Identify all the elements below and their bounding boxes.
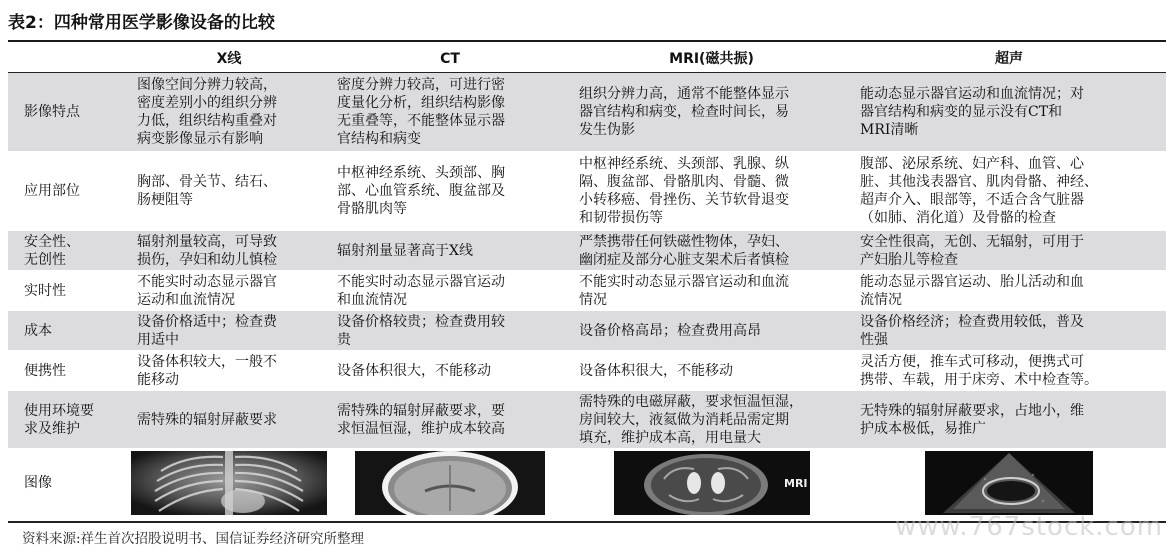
table-cell: 密度分辨力较高，可进行密 度量化分析，组织结构影像 无重叠等，不能整体显示器 官结构和病变 [329, 73, 571, 152]
comparison-table [8, 46, 1166, 517]
table-cell: 设备价格高昂；检查费用高昂 [571, 311, 852, 351]
column-header-ultrasound: 超声 [852, 46, 1166, 73]
table-cell: 需特殊的辐射屏蔽要求，要 求恒温恒湿，维护成本较高 [329, 391, 571, 449]
table-cell: 能动态显示器官运动、胎儿活动和血 流情况 [852, 271, 1166, 311]
table-cell: 无特殊的辐射屏蔽要求，占地小，维 护成本极低，易推广 [852, 391, 1166, 449]
row-label: 实时性 [8, 271, 129, 311]
table-cell: 设备价格经济；检查费用较低，普及 性强 [852, 311, 1166, 351]
ultrasound-image-cell [852, 449, 1166, 517]
table-cell: 需特殊的辐射屏蔽要求 [129, 391, 329, 449]
row-label: 便携性 [8, 351, 129, 391]
table-cell: 不能实时动态显示器官 运动和血流情况 [129, 271, 329, 311]
xray-image-cell [129, 449, 329, 517]
table-row [8, 391, 1166, 449]
table-cell: 中枢神经系统、头颈部、乳腺、纵 隔、腹盆部、骨骼肌肉、骨髓、微 小转移癌、骨挫伤、关节软骨退变 和韧带损伤等 [571, 152, 852, 231]
column-header-ct: CT [329, 46, 571, 73]
table-cell: 设备价格适中；检查费 用适中 [129, 311, 329, 351]
table-cell: 设备体积较大，一般不 能移动 [129, 351, 329, 391]
column-header-xray: X线 [129, 46, 329, 73]
column-header-mri: MRI(磁共振) [571, 46, 852, 73]
row-label: 使用环境要 求及维护 [8, 391, 129, 449]
table-cell: 中枢神经系统、头颈部、胸 部、心血管系统、腹盆部及 骨骼肌肉等 [329, 152, 571, 231]
table-cell: 胸部、骨关节、结石、 肠梗阻等 [129, 152, 329, 231]
watermark: www.767stock.com [895, 512, 1164, 542]
table-cell: 灵活方便，推车式可移动，便携式可 携带、车载，用于床旁、术中检查等。 [852, 351, 1166, 391]
row-label: 安全性、 无创性 [8, 231, 129, 271]
table-cell: 需特殊的电磁屏蔽，要求恒温恒湿， 房间较大，液氦做为消耗品需定期 填充，维护成本高，用电量大 [571, 391, 852, 449]
table-cell: 设备体积很大，不能移动 [329, 351, 571, 391]
table-row [8, 351, 1166, 391]
mri-image-cell [571, 449, 852, 517]
table-cell: 严禁携带任何铁磁性物体，孕妇、 幽闭症及部分心脏支架术后者慎检 [571, 231, 852, 271]
table-cell: 能动态显示器官运动和血流情况；对 器官结构和病变的显示没有CT和 MRI清晰 [852, 73, 1166, 152]
table-cell: 设备价格较贵；检查费用较 贵 [329, 311, 571, 351]
ct-image-cell [329, 449, 571, 517]
table-row [8, 73, 1166, 152]
table-cell: 辐射剂量较高，可导致 损伤，孕妇和幼儿慎检 [129, 231, 329, 271]
table-row [8, 271, 1166, 311]
row-label: 图像 [8, 449, 129, 517]
mri-image-label: MRI [783, 476, 808, 490]
table-cell: 不能实时动态显示器官运动 和血流情况 [329, 271, 571, 311]
table-cell: 不能实时动态显示器官运动和血流 情况 [571, 271, 852, 311]
table-cell: 安全性很高，无创、无辐射，可用于 产妇胎儿等检查 [852, 231, 1166, 271]
table-cell: 辐射剂量显著高于X线 [329, 231, 571, 271]
row-label: 成本 [8, 311, 129, 351]
row-label: 影像特点 [8, 73, 129, 152]
xray-image [131, 451, 327, 515]
row-label: 应用部位 [8, 152, 129, 231]
header-row [8, 46, 1166, 73]
title-rule [8, 40, 1166, 42]
ultrasound-image [925, 451, 1093, 515]
mri-image [614, 451, 810, 515]
table-cell: 组织分辨力高，通常不能整体显示 器官结构和病变，检查时间长，易 发生伪影 [571, 73, 852, 152]
ct-image [355, 451, 545, 515]
table-cell: 设备体积很大，不能移动 [571, 351, 852, 391]
table-title: 表2：四种常用医学影像设备的比较 [8, 13, 275, 33]
table-row [8, 152, 1166, 231]
header-corner [8, 46, 129, 73]
source-note: 资料来源:祥生首次招股说明书、国信证券经济研究所整理 [22, 531, 365, 547]
table-cell: 图像空间分辨力较高， 密度差别小的组织分辨 力低，组织结构重叠对 病变影像显示有影响 [129, 73, 329, 152]
image-row [8, 449, 1166, 517]
table-row [8, 311, 1166, 351]
table-row [8, 231, 1166, 271]
table-cell: 腹部、泌尿系统、妇产科、血管、心 脏、其他浅表器官、肌肉骨骼、神经、 超声介入、眼部等，不适合含气脏器 （如肺、消化道）及骨骼的检查 [852, 152, 1166, 231]
